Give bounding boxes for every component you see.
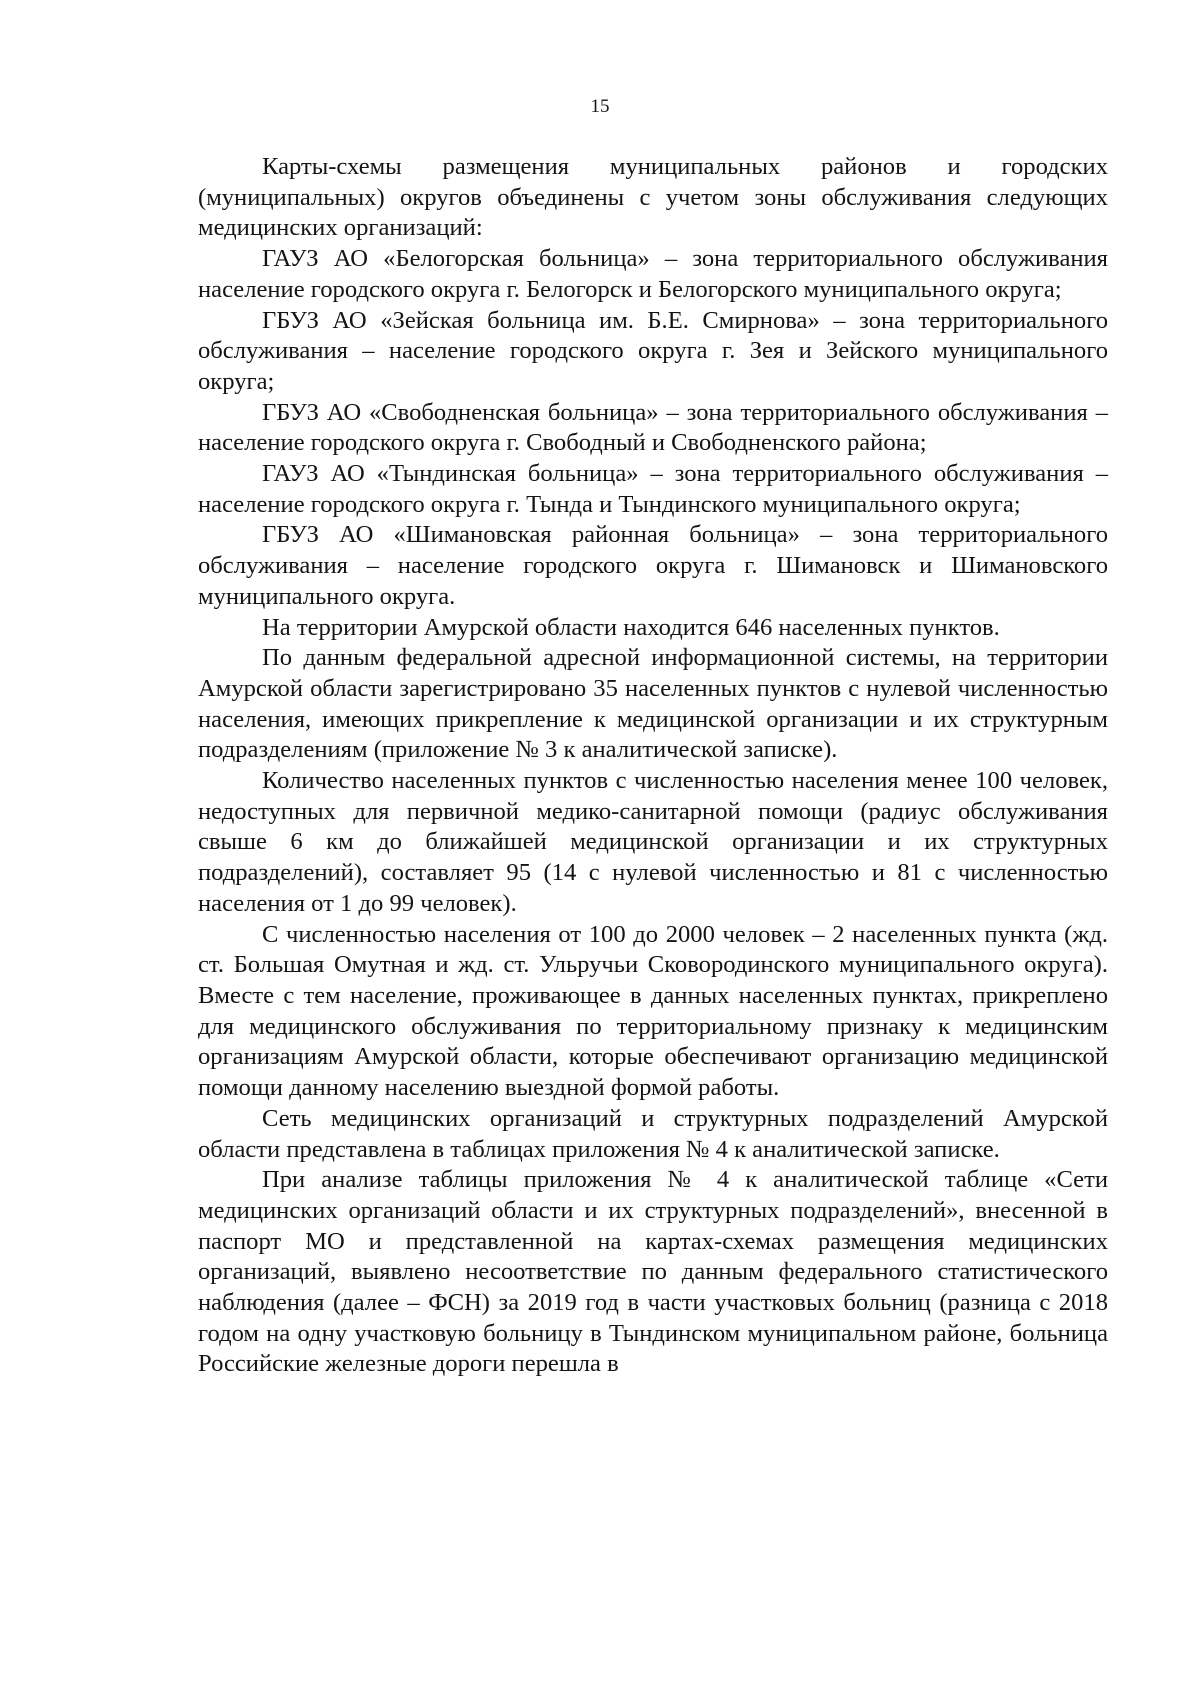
paragraph-svobodny-hospital: ГБУЗ АО «Свободненская больница» – зона территориального обслуживания – население городского округа г. Свободный и Свободненского района; <box>198 398 1108 457</box>
paragraph-shimanovsk-hospital: ГБУЗ АО «Шимановская районная больница» – зона территориального обслуживания – население городского округа г. Шимановск и Шимановского муниципального округа. <box>198 521 1108 610</box>
paragraph-zeya-hospital: ГБУЗ АО «Зейская больница им. Б.Е. Смирнова» – зона территориального обслуживания – население городского округа г. Зея и Зейского муниципального округа; <box>198 306 1108 395</box>
paragraph-map-schemes-intro: Карты-схемы размещения муниципальных районов и городских (муниципальных) округов объединены с учетом зоны обслуживания следующих медицинских организаций: <box>198 153 1108 242</box>
body-text <box>198 152 1108 1380</box>
paragraph-100-2000-population: С численностью населения от 100 до 2000 человек – 2 населенных пункта (жд. ст. Большая Омутная и жд. ст. Ульручьи Сковородинского муниципального округа). Вместе с тем население, проживающее в данных населенных пунктах, прикреплено для медицинского обслуживания по территориальному признаку к медицинским организациям Амурской области, которые обеспечивают организацию медицинской помощи данному населению выездной формой работы. <box>198 920 1108 1102</box>
paragraph-tynda-hospital: ГАУЗ АО «Тындинская больница» – зона территориального обслуживания – население городского округа г. Тында и Тындинского муниципального округа; <box>198 460 1108 518</box>
paragraph-inaccessible-settlements: Количество населенных пунктов с численностью населения менее 100 человек, недоступных для первичной медико-санитарной помощи (радиус обслуживания свыше 6 км до ближайшей медицинской организации и их структурных подразделений), составляет 95 (14 с нулевой численностью и 81 с численностью населения от 1 до 99 человек). <box>198 767 1108 917</box>
paragraph-network-tables: Сеть медицинских организаций и структурных подразделений Амурской области представлена в таблицах приложения № 4 к аналитической записке. <box>198 1104 1108 1163</box>
paragraph-settlements-count: На территории Амурской области находится 646 населенных пунктов. <box>262 613 1000 641</box>
paragraph-belogorsk-hospital: ГАУЗ АО «Белогорская больница» – зона территориального обслуживания население городского округа г. Белогорск и Белогорского муниципального округа; <box>198 245 1108 303</box>
paragraph-analysis-discrepancy: При анализе таблицы приложения № 4 к аналитической таблице «Сети медицинских организаций области и их структурных подразделений», внесенной в паспорт МО и представленной на картах-схемах размещения медицинских организаций, выявлено несоответствие по данным федерального статистического наблюдения (далее – ФСН) за 2019 год в части участковых больниц (разница с 2018 годом на одну участковую больницу в Тындинском муниципальном районе, больница Российские железные дороги перешла в <box>198 1166 1108 1378</box>
paragraph-zero-population: По данным федеральной адресной информационной системы, на территории Амурской области зарегистрировано 35 населенных пунктов с нулевой численностью населения, имеющих прикрепление к медицинской организации и их структурным подразделениям (приложение № 3 к аналитической записке). <box>198 644 1108 764</box>
page-number: 15 <box>590 96 610 117</box>
